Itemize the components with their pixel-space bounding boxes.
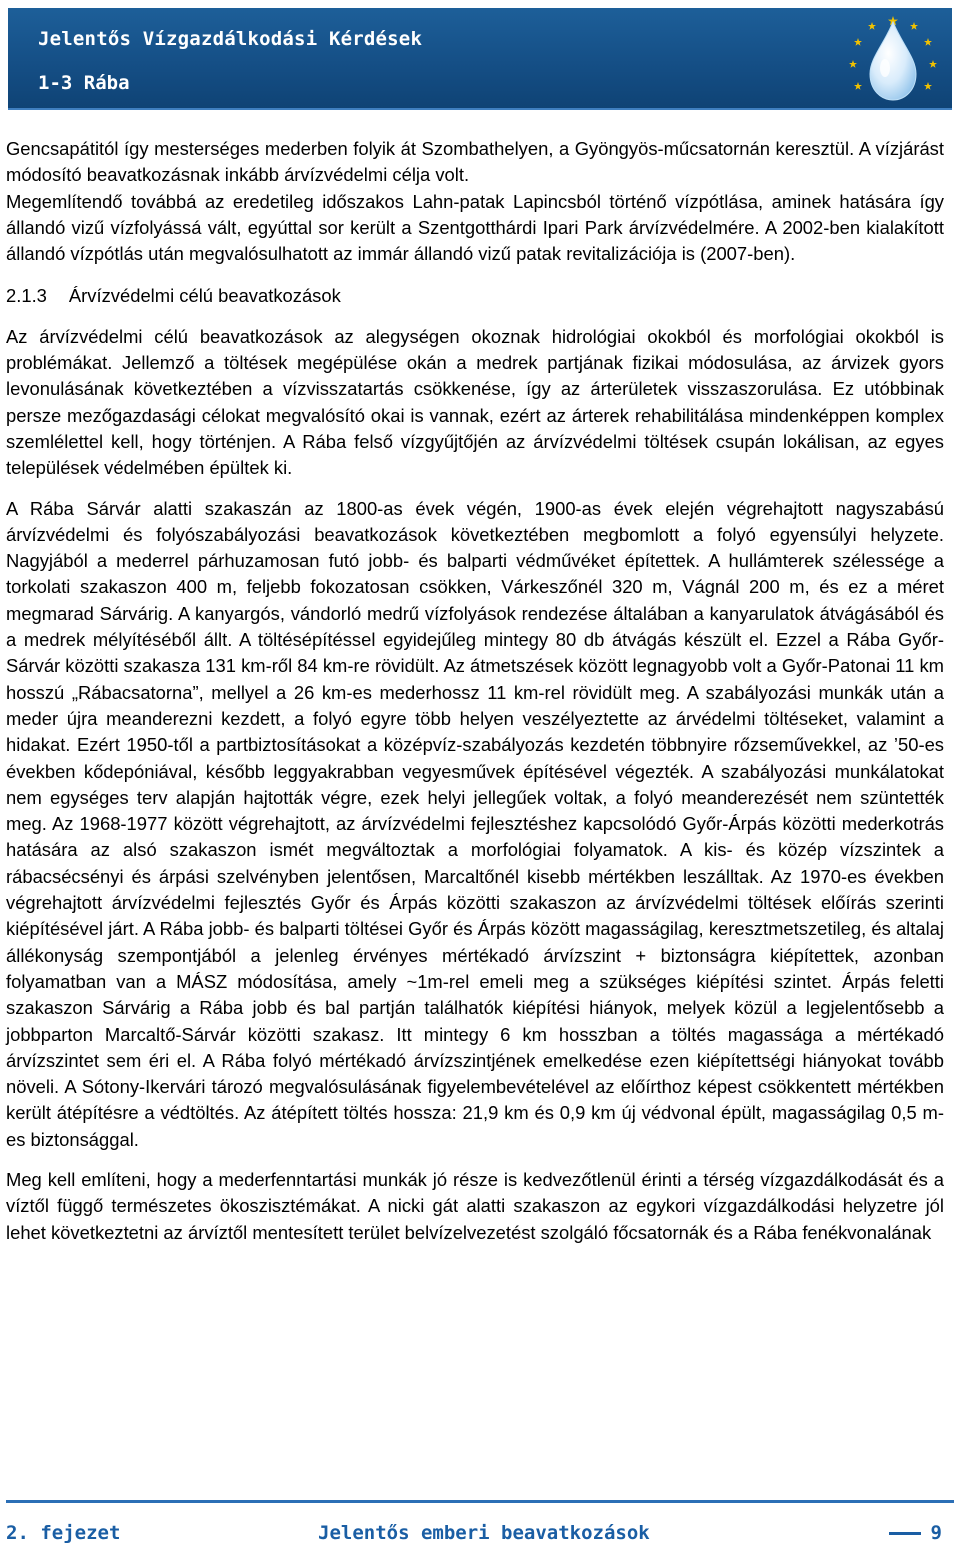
document-title: Jelentős Vízgazdálkodási Kérdések [38,28,423,50]
paragraph-4: A Rába Sárvár alatti szakaszán az 1800-as évek végén, 1900-as évek elején végrehajtott nagyszabású árvízvédelmi és folyószabályozási beavatkozások következtében megbomlott a folyó egyensúlyi helyzete. Nagyjából a mederrel párhuzamosan futó jobb- és balparti védművéket építettek. A hullámterek szélessége a torkolati szakaszon 400 m, feljebb fokozatosan csökken, Várkeszőnél 320 m, Vágnál 200 m, és ez a méret megmarad Sárvárig. A kanyargós, vándorló medrű vízfolyások rendezése általában a kanyarulatok átvágásából és a medrek mélyítéséből állt. A töltésépítéssel egyidejűleg mintegy 80 db átvágás készült el. Ezzel a Rába Győr-Sárvár közötti szakasza 131 km-ről 84 km-re rövidült. Az átmetszések között legnagyobb volt a Győr-Patonai 11 km hosszú „Rábacsatorna”, mellyel a 26 km-es mederhossz 11 km-rel rövidült meg. A szabályozási munkák után a meder újra meanderezni kezdett, a folyó egyre több helyen veszélyeztette az árvédelmi töltéseket, valamint a hidakat. Ezért 1950-től a partbiztosításokat a középvíz-szabályozás kezdetén többnyire rőzseművekkel, az ’50-es években kődepóniával, később leggyakrabban vegyesművek építésével végezték. A szabályozási munkálatokat nem egységes terv alapján hajtották végre, ezek helyi jellegűek voltak, a folyó meanderezését nem szüntették meg. Az 1968-1977 között végrehajtott, az árvízvédelmi fejlesztéshez kapcsolódó Győr-Árpás közötti mederkotrás hatására az alsó szakaszon ismét megváltoztak a morfológiai folyamatok. A kis- és közép vízszintek a rábacsécsényi és árpási szelvényben jelentősen, Marcaltőnél kisebb mértékben leszálltak. Az 1970-es években végrehajtott árvízvédelmi fejlesztés Győr és Árpás közötti szakaszon az árvízvédelmi töltések előírás szerinti kiépítésével járt. A Rába jobb- és balparti töltései Győr és Árpás között magasságilag, keresztmetszetileg, és altalaj állékonyság szempontjából a jelenleg érvényes mértékadó árvízszint + biztonságra kiépítettek, azonban folyamatban van a MÁSZ módosítása, amely ~1m-rel emeli meg a szükséges kiépítési szintet. Árpás feletti szakaszon Sárvárig a Rába jobb és bal partján találhatók kiépítési hiányok, melyek közül a legjelentősebb a jobbparton Marcaltő-Sárvár közötti szakasz. Itt mintegy 6 km hosszban a töltés magassága a mértékadó árvízszintet sem éri el. A Rába folyó mértékadó árvízszintjének emelkedése ezen kiépítettségi hiányokat tovább növeli. A Sótony-Ikervári tározó megvalósulásának figyelembevételével az előírthoz képest csökkentett mértékben került átépítésre a védtöltés. Az átépített töltés hossza: 21,9 km és 0,9 km új védvonal épült, magasságilag 0,5 m-es biztonsággal. [6,497,944,1150]
page-body [6,136,944,1260]
paragraph-1: Gencsapátitól így mesterséges mederben folyik át Szombathelyen, a Gyöngyös-műcsatornán keresztül. A vízjárást módosító beavatkozásnak inkább árvízvédelmi célja volt. [6,138,944,186]
paragraph-5: Meg kell említeni, hogy a mederfenntartási munkák jó része is kedvezőtlenül érinti a térség vízgazdálkodását és a víztől függő természetes ökoszisztémákat. A nicki gát alatti szakaszon az egykori vízgazdálkodási helyzetre jól lehet következtetni az árvíztől mentesített terület belvízelvezetést szolgáló főcsatornák és a Rába fenékvonalának [6,1168,944,1243]
footer-chapter-title: Jelentős emberi beavatkozások [318,1522,650,1544]
section-title: Árvízvédelmi célú beavatkozások [68,285,341,307]
page-footer [6,1522,942,1548]
page-header [8,8,952,110]
page-number: 9 [930,1522,942,1544]
section-heading [6,283,944,309]
footer-divider [6,1500,954,1503]
paragraph-3: Az árvízvédelmi célú beavatkozások az alegységen okoznak hidrológiai okokból és morfológiai okokból is problémákat. Jellemző a töltések megépülése okán a medrek partjának fizikai módosulása, az árvizek gyors levonulásának következtében a vízvisszatartás csökkenése, így az árterületek visszaszorulása. Ez utóbbinak persze mezőgazdasági célokat megvalósító okai is vannak, ezért az árterek rehabilitálása mindenképpen komplex szemlélettel kell, hogy történjen. A Rába felső vízgyűjtőjén az árvízvédelmi töltések csupán lokálisan, az egyes települések védelmében épültek ki. [6,325,944,479]
eu-water-drop-logo-icon [840,10,946,108]
footer-chapter: 2. fejezet [6,1522,121,1544]
paragraph-2: Megemlítendő továbbá az eredetileg időszakos Lahn-patak Lapincsból történő vízpótlása, aminek hatására így állandó vizű vízfolyássá vált, egyúttal sor került a Szentgotthárdi Ipari Park árvízvédelmére. A 2002-ben kialakított állandó vízpótlás után megvalósulhatott az immár állandó vizű patak revitalizációja is (2007-ben). [6,190,944,265]
footer-page [889,1522,942,1544]
section-number: 2.1.3 [6,285,47,307]
footer-dash [889,1532,921,1535]
document-subtitle: 1-3 Rába [38,72,130,94]
